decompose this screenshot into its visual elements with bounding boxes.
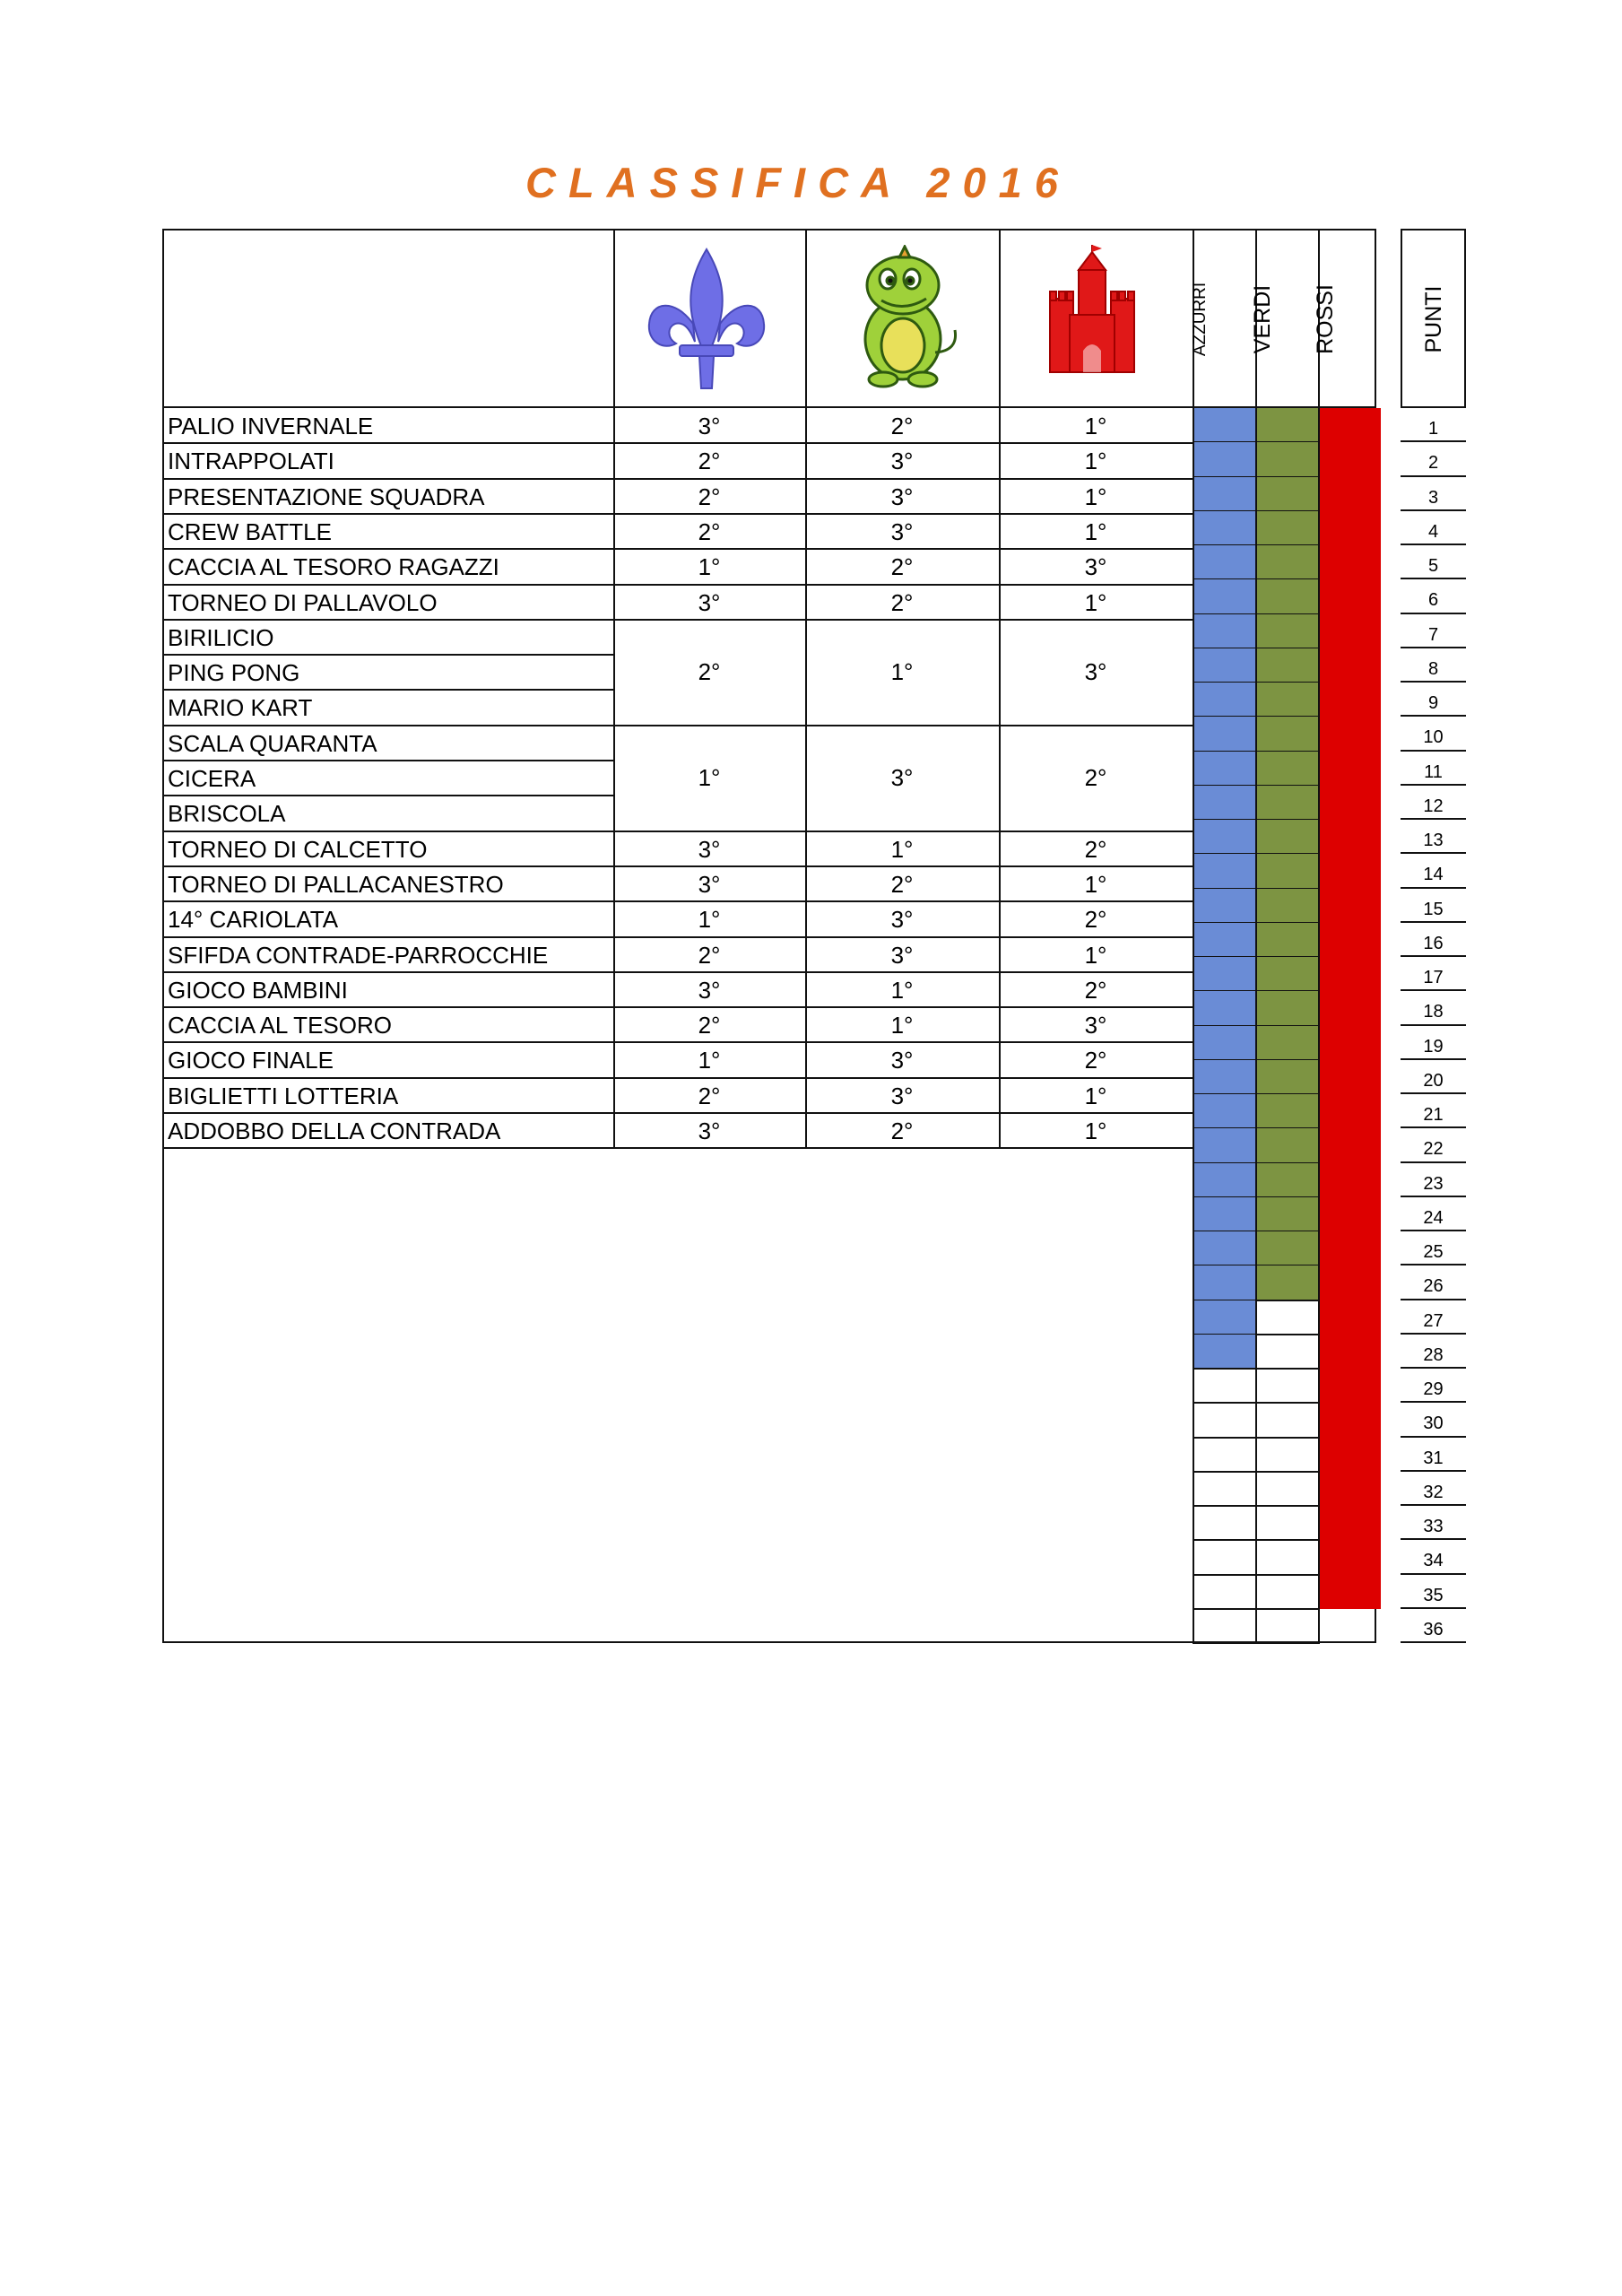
header-punti: PUNTI (1421, 285, 1446, 353)
rank-cell: 1° (698, 1047, 721, 1074)
points-scale-number: 7 (1401, 614, 1466, 648)
verdi-bar-segment (1257, 717, 1318, 751)
points-scale-number: 34 (1401, 1540, 1466, 1574)
points-scale-number: 13 (1401, 820, 1466, 854)
bar-row-divider (1193, 1505, 1320, 1507)
points-scale-number: 19 (1401, 1026, 1466, 1060)
azzurri-bar-segment (1194, 1026, 1255, 1060)
azzurri-bar-segment (1194, 545, 1255, 579)
rossi-bar-segment (1320, 683, 1381, 717)
azzurri-bar-segment (1194, 1300, 1255, 1335)
rossi-bar-segment (1320, 648, 1381, 683)
azzurri-bar-segment (1194, 889, 1255, 923)
rank-cell: 3° (890, 448, 914, 475)
azzurri-bar-segment (1194, 1265, 1255, 1300)
event-name: MARIO KART (168, 694, 313, 722)
rossi-bar-segment (1320, 991, 1381, 1025)
bar-row-divider (1193, 1608, 1320, 1610)
event-name: TORNEO DI CALCETTO (168, 835, 428, 863)
verdi-bar-segment (1257, 442, 1318, 476)
rossi-bar-segment (1320, 889, 1381, 923)
rossi-bar-segment (1320, 408, 1381, 442)
verdi-bar-segment (1257, 1265, 1318, 1300)
points-scale-number: 18 (1401, 991, 1466, 1025)
points-scale-number: 29 (1401, 1369, 1466, 1403)
verdi-bar-segment (1257, 957, 1318, 991)
header-azzurri: AZZURRI (1191, 282, 1210, 357)
rank-cell: 1° (698, 553, 721, 581)
rank-cell: 1° (890, 1012, 914, 1039)
azzurri-bar-segment (1194, 1163, 1255, 1197)
azzurri-bar-segment (1194, 408, 1255, 442)
points-scale-number: 22 (1401, 1128, 1466, 1162)
rossi-bar-segment (1320, 1472, 1381, 1506)
event-name: BRISCOLA (168, 800, 286, 828)
bar-row-divider (1193, 1574, 1320, 1576)
rossi-bar-segment (1320, 1060, 1381, 1094)
points-scale-number: 2 (1401, 442, 1466, 476)
rossi-bar-segment (1320, 545, 1381, 579)
rank-cell: 3° (890, 1082, 914, 1109)
event-name: SFIFDA CONTRADE-PARROCCHIE (168, 941, 549, 969)
rossi-bar-segment (1320, 786, 1381, 820)
rossi-bar-segment (1320, 442, 1381, 476)
points-scale-number: 14 (1401, 854, 1466, 888)
merged-rank-cell: 3° (890, 763, 914, 791)
points-scale-number: 6 (1401, 579, 1466, 613)
azzurri-bar-segment (1194, 1231, 1255, 1265)
points-scale-number: 8 (1401, 648, 1466, 683)
points-scale-number: 33 (1401, 1506, 1466, 1540)
rossi-bar-segment (1320, 1506, 1381, 1540)
event-name: BIRILICIO (168, 623, 274, 651)
points-scale-number: 16 (1401, 923, 1466, 957)
points-scale-number: 1 (1401, 408, 1466, 442)
verdi-bar-segment (1257, 408, 1318, 442)
verdi-bar-segment (1257, 889, 1318, 923)
azzurri-bar-segment (1194, 614, 1255, 648)
rossi-bar-segment (1320, 1540, 1381, 1574)
green-dragon-icon (847, 245, 964, 388)
azzurri-bar-segment (1194, 717, 1255, 751)
verdi-bar-segment (1257, 477, 1318, 511)
rank-cell: 1° (1084, 1118, 1107, 1144)
verdi-bar-segment (1257, 1128, 1318, 1162)
verdi-bar-segment (1257, 1060, 1318, 1094)
rossi-bar-segment (1320, 1197, 1381, 1231)
azzurri-bar-segment (1194, 752, 1255, 786)
rank-cell: 2° (698, 517, 721, 545)
points-scale-number: 27 (1401, 1300, 1466, 1335)
verdi-bar-segment (1257, 820, 1318, 854)
rossi-bar-segment (1320, 579, 1381, 613)
red-castle-icon (1043, 245, 1141, 379)
rossi-bar-segment (1320, 752, 1381, 786)
rossi-bar-segment (1320, 717, 1381, 751)
rank-cell: 3° (698, 976, 721, 1004)
rank-cell: 2° (890, 588, 914, 616)
verdi-bar-segment (1257, 545, 1318, 579)
rossi-bar-segment (1320, 1369, 1381, 1403)
rank-cell: 1° (1084, 588, 1107, 616)
rossi-bar-segment (1320, 511, 1381, 545)
points-scale-number: 9 (1401, 683, 1466, 717)
rossi-bar-segment (1320, 1403, 1381, 1437)
points-scale-number: 3 (1401, 477, 1466, 511)
rank-cell: 2° (698, 448, 721, 475)
merged-rank-cell: 1° (698, 763, 721, 791)
rossi-bar-segment (1320, 1128, 1381, 1162)
rossi-bar-segment (1320, 1163, 1381, 1197)
verdi-bar-segment (1257, 683, 1318, 717)
merged-rank-cell: 2° (1084, 763, 1107, 791)
azzurri-bar-segment (1194, 1197, 1255, 1231)
azzurri-bar-segment (1194, 1060, 1255, 1094)
event-name: GIOCO BAMBINI (168, 976, 348, 1004)
rank-cell: 1° (698, 906, 721, 934)
rank-cell: 3° (890, 1047, 914, 1074)
event-name: TORNEO DI PALLACANESTRO (168, 870, 504, 898)
verdi-bar-segment (1257, 854, 1318, 888)
points-scale-number: 12 (1401, 786, 1466, 820)
points-scale-number: 35 (1401, 1575, 1466, 1609)
rossi-bar-segment (1320, 477, 1381, 511)
bar-row-divider (1193, 1642, 1320, 1644)
azzurri-bar-segment (1194, 511, 1255, 545)
points-scale-number: 31 (1401, 1438, 1466, 1472)
page-title: CLASSIFICA 2016 (525, 159, 1071, 206)
rank-cell: 2° (698, 483, 721, 510)
rank-cell: 1° (890, 976, 914, 1004)
event-name: BIGLIETTI LOTTERIA (168, 1082, 399, 1109)
rossi-bar-segment (1320, 1300, 1381, 1335)
verdi-bar-segment (1257, 923, 1318, 957)
verdi-bar-segment (1257, 1026, 1318, 1060)
azzurri-bar-segment (1194, 1335, 1255, 1369)
event-name: CACCIA AL TESORO (168, 1012, 392, 1039)
verdi-bar-segment (1257, 1094, 1318, 1128)
points-scale-number: 23 (1401, 1163, 1466, 1197)
points-scale-number: 21 (1401, 1094, 1466, 1128)
rank-cell: 1° (1084, 941, 1107, 969)
azzurri-bar-segment (1194, 579, 1255, 613)
rank-cell: 2° (1084, 1047, 1107, 1074)
rossi-bar-segment (1320, 1231, 1381, 1265)
azzurri-bar-segment (1194, 991, 1255, 1025)
event-name: CICERA (168, 765, 256, 792)
rank-cell: 3° (1084, 553, 1107, 581)
verdi-bar-segment (1257, 648, 1318, 683)
points-scale-number: 15 (1401, 889, 1466, 923)
header-rossi: ROSSI (1313, 284, 1338, 354)
rank-cell: 1° (890, 835, 914, 863)
points-scale-number: 4 (1401, 511, 1466, 545)
azzurri-bar-segment (1194, 1128, 1255, 1162)
points-scale-number: 30 (1401, 1403, 1466, 1437)
rossi-bar-segment (1320, 1094, 1381, 1128)
points-scale-number: 11 (1401, 752, 1466, 786)
rossi-bar-segment (1320, 1335, 1381, 1369)
bar-row-divider (1193, 1471, 1320, 1473)
rank-cell: 2° (1084, 906, 1107, 934)
azzurri-bar-segment (1194, 854, 1255, 888)
rank-cell: 2° (698, 1082, 721, 1109)
azzurri-bar-segment (1194, 1094, 1255, 1128)
event-name: TORNEO DI PALLAVOLO (168, 588, 438, 616)
event-name: PRESENTAZIONE SQUADRA (168, 483, 485, 510)
rank-cell: 3° (890, 906, 914, 934)
header-verdi: VERDI (1250, 284, 1275, 354)
rank-cell: 1° (1084, 1082, 1107, 1109)
rank-cell: 1° (1084, 413, 1107, 439)
merged-rank-cell: 3° (1084, 657, 1107, 685)
rank-cell: 1° (1084, 870, 1107, 898)
event-name: GIOCO FINALE (168, 1047, 334, 1074)
rossi-bar-segment (1320, 1438, 1381, 1472)
verdi-bar-segment (1257, 991, 1318, 1025)
points-scale-number: 17 (1401, 957, 1466, 991)
verdi-bar-segment (1257, 1197, 1318, 1231)
rossi-bar-segment (1320, 1026, 1381, 1060)
rossi-bar-segment (1320, 820, 1381, 854)
rank-cell: 1° (1084, 448, 1107, 475)
event-name: CREW BATTLE (168, 517, 332, 545)
rank-cell: 3° (890, 941, 914, 969)
azzurri-bar-segment (1194, 786, 1255, 820)
rank-cell: 1° (1084, 483, 1107, 510)
verdi-bar-segment (1257, 579, 1318, 613)
azzurri-bar-segment (1194, 648, 1255, 683)
points-scale-number: 36 (1401, 1609, 1466, 1643)
points-scale-number: 26 (1401, 1265, 1466, 1300)
event-name: ADDOBBO DELLA CONTRADA (168, 1118, 501, 1144)
rank-cell: 1° (1084, 517, 1107, 545)
azzurri-bar-segment (1194, 923, 1255, 957)
azzurri-bar-segment (1194, 477, 1255, 511)
rank-cell: 2° (698, 1012, 721, 1039)
event-name: CACCIA AL TESORO RAGAZZI (168, 553, 499, 581)
verdi-bar-segment (1257, 786, 1318, 820)
rank-cell: 3° (698, 588, 721, 616)
bar-row-divider (1193, 1402, 1320, 1404)
verdi-bar-segment (1257, 511, 1318, 545)
bar-row-divider (1193, 1368, 1320, 1370)
rank-cell: 2° (890, 870, 914, 898)
event-name: PALIO INVERNALE (168, 413, 374, 439)
azzurri-bar-segment (1194, 957, 1255, 991)
rossi-bar-segment (1320, 854, 1381, 888)
points-scale-number: 5 (1401, 545, 1466, 579)
fleur-de-lis-icon (644, 245, 769, 393)
rossi-bar-segment (1320, 1575, 1381, 1609)
rank-cell: 3° (890, 517, 914, 545)
points-scale-number: 20 (1401, 1060, 1466, 1094)
rank-cell: 3° (698, 1118, 721, 1144)
azzurri-bar-segment (1194, 820, 1255, 854)
merged-rank-cell: 2° (698, 657, 721, 685)
rossi-bar-segment (1320, 614, 1381, 648)
verdi-bar-segment (1257, 752, 1318, 786)
event-name: SCALA QUARANTA (168, 729, 377, 757)
event-name: 14° CARIOLATA (168, 906, 339, 934)
bar-row-divider (1193, 1437, 1320, 1439)
rank-cell: 3° (698, 835, 721, 863)
rank-cell: 2° (1084, 976, 1107, 1004)
rank-cell: 3° (1084, 1012, 1107, 1039)
event-name: INTRAPPOLATI (168, 448, 334, 475)
rossi-bar-segment (1320, 1265, 1381, 1300)
rank-cell: 3° (698, 413, 721, 439)
points-scale-number: 28 (1401, 1335, 1466, 1369)
rank-cell: 2° (1084, 835, 1107, 863)
rank-cell: 2° (890, 553, 914, 581)
azzurri-bar-segment (1194, 683, 1255, 717)
rank-cell: 3° (890, 483, 914, 510)
merged-rank-cell: 1° (890, 657, 914, 685)
points-scale-number: 32 (1401, 1472, 1466, 1506)
verdi-bar-segment (1257, 1163, 1318, 1197)
verdi-bar-segment (1257, 1231, 1318, 1265)
azzurri-bar-segment (1194, 442, 1255, 476)
verdi-bar-segment (1257, 614, 1318, 648)
rank-cell: 2° (890, 413, 914, 439)
rossi-bar-segment (1320, 957, 1381, 991)
points-scale-number: 25 (1401, 1231, 1466, 1265)
rank-cell: 3° (698, 870, 721, 898)
event-name: PING PONG (168, 659, 300, 687)
points-scale-number: 10 (1401, 717, 1466, 751)
rossi-bar-segment (1320, 923, 1381, 957)
bar-row-divider (1193, 1539, 1320, 1541)
rank-cell: 2° (698, 941, 721, 969)
points-scale-number: 24 (1401, 1197, 1466, 1231)
rank-cell: 2° (890, 1118, 914, 1144)
